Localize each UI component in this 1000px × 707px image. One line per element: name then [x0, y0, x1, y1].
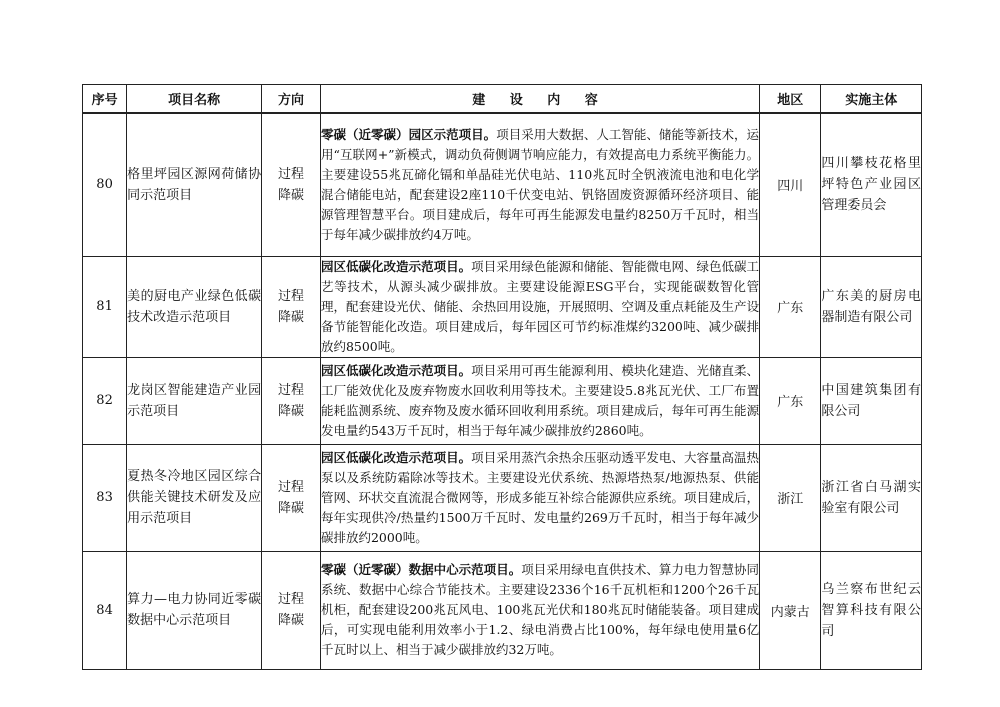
row-content-lead: 园区低碳化改造示范项目。 [320, 362, 472, 378]
row-region: 广东 [760, 357, 821, 444]
row-direction-text: 过程降碳 [278, 288, 305, 325]
row-direction-text: 过程降碳 [278, 382, 305, 419]
row-content-body: 项目采用绿色能源和储能、智能微电网、绿色低碳工艺等技术，从源头减少碳排放。主要建设能源ESG平台，实现能碳数智化管理，配套建设光伏、储能、余热回用设施，开展照明、空调及重点耗能及生产设备节能智能化改造。项目建成后，每年园区可节约标准煤约3200吨、减少碳排放约8500吨。 [320, 258, 760, 354]
header-entity: 实施主体 [821, 85, 922, 114]
row-content-lead: 园区低碳化改造示范项目。 [320, 258, 472, 274]
row-direction [262, 551, 321, 669]
row-seq: 80 [83, 113, 127, 256]
table-row [83, 113, 922, 256]
row-seq: 84 [83, 551, 127, 669]
row-content-lead: 园区低碳化改造示范项目。 [320, 449, 472, 465]
row-direction-text: 过程降碳 [278, 592, 305, 628]
row-project-name: 龙岗区智能建造产业园示范项目 [127, 357, 262, 444]
row-entity: 广东美的厨房电器制造有限公司 [821, 256, 922, 357]
row-region: 四川 [760, 113, 821, 256]
row-region: 广东 [760, 256, 821, 357]
projects-table [82, 84, 922, 670]
row-seq: 83 [83, 444, 127, 551]
row-content-body: 项目采用大数据、人工智能、储能等新技术，运用“互联网+”新模式，调动负荷侧调节响应能力，有效提高电力系统平衡能力。主要建设55兆瓦碲化镉和单晶硅光伏电站、110兆瓦时全钒液流电池和电化学混合储能电站，配套建设2座110千伏变电站、钒铬固废资源循环经济项目、能源管理智慧平台。项目建成后，每年可再生能源发电量约8250万千瓦时，相当于每年减少碳排放约4万吨。 [320, 126, 760, 242]
row-content-body: 项目采用蒸汽余热余压驱动透平发电、大容量高温热泵以及系统防霜除冰等技术。主要建设光伏系统、热源塔热泵/地源热泵、供能管网、环状交直流混合微网等，形成多能互补综合能源供应系统。项目建成后，每年实现供冷/热量约1500万千瓦时、发电量约269万千瓦时，相当于每年减少碳排放约2000吨。 [320, 449, 760, 545]
row-direction [262, 357, 321, 444]
row-content-lead: 零碳（近零碳）数据中心示范项目。 [320, 562, 522, 577]
table-row [83, 256, 922, 357]
row-direction [262, 256, 321, 357]
table-row [83, 357, 922, 444]
row-content [320, 444, 759, 551]
row-project-name: 夏热冬冷地区园区综合供能关键技术研发及应用示范项目 [127, 444, 262, 551]
row-seq: 81 [83, 256, 127, 357]
header-direction: 方向 [262, 85, 321, 114]
row-direction-text: 过程降碳 [278, 479, 305, 516]
row-direction [262, 444, 321, 551]
table-header-row [83, 85, 922, 114]
row-entity: 乌兰察布世纪云智算科技有限公司 [821, 551, 922, 669]
row-direction-text: 过程降碳 [278, 166, 305, 203]
row-content-body: 项目采用可再生能源利用、模块化建造、光储直柔、工厂能效优化及废弃物废水回收利用等技术。主要建设5.8兆瓦光伏、工厂布置能耗监测系统、废弃物及废水循环回收利用系统。项目建成后，每年可再生能源发电量约543万千瓦时，相当于每年减少碳排放约2860吨。 [320, 362, 760, 438]
row-entity: 中国建筑集团有限公司 [821, 357, 922, 444]
row-content-lead: 零碳（近零碳）园区示范项目。 [320, 126, 497, 142]
row-project-name: 算力—电力协同近零碳数据中心示范项目 [127, 551, 262, 669]
row-direction [262, 113, 321, 256]
header-name: 项目名称 [127, 85, 262, 114]
row-content [320, 256, 759, 357]
header-content: 建 设 内 容 [320, 85, 759, 114]
row-seq: 82 [83, 357, 127, 444]
row-region: 内蒙古 [760, 551, 821, 669]
row-project-name: 格里坪园区源网荷储协同示范项目 [127, 113, 262, 256]
row-content [320, 357, 759, 444]
header-region: 地区 [760, 85, 821, 114]
header-seq: 序号 [83, 85, 127, 114]
table-row [83, 444, 922, 551]
row-content [320, 113, 759, 256]
row-content [320, 551, 759, 669]
row-entity: 浙江省白马湖实验室有限公司 [821, 444, 922, 551]
row-content-body: 项目采用绿电直供技术、算力电力智慧协同系统、数据中心综合节能技术。主要建设2336个16千瓦机柜和1200个26千瓦机柜，配套建设200兆瓦风电、100兆瓦光伏和180兆瓦时储能装备。项目建成后，可实现电能利用效率小于1.2、绿电消费占比100%，每年绿电使用量6亿千瓦时以上、相当于减少碳排放约32万吨。 [320, 562, 760, 657]
row-entity: 四川攀枝花格里坪特色产业园区管理委员会 [821, 113, 922, 256]
row-region: 浙江 [760, 444, 821, 551]
row-project-name: 美的厨电产业绿色低碳技术改造示范项目 [127, 256, 262, 357]
table-row [83, 551, 922, 669]
